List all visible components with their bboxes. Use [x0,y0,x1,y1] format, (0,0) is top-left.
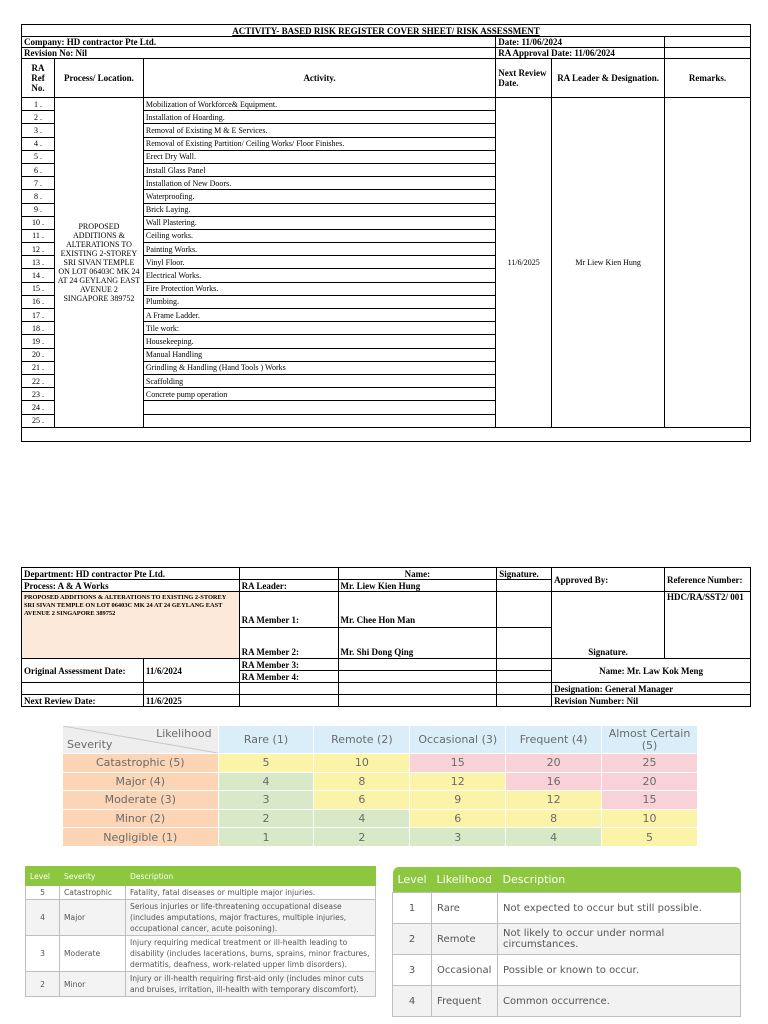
severity-row-label: Negligible (1) [63,828,219,847]
likelihood-column-header: Almost Certain (5) [602,726,698,754]
severity-row [26,972,376,997]
activity-name: Mobilization of Workforce& Equipment. [143,98,495,111]
ra-ref-number: 3 . [22,124,55,137]
severity-level: 4 [26,900,60,936]
risk-score-cell: 20 [602,772,698,791]
severity-level: 3 [26,936,60,972]
activity-name: Installation of Hoarding. [143,111,495,124]
ra-ref-number: 10 . [22,216,55,229]
severity-level: 5 [26,886,60,900]
severity-description: Serious injuries or life-threatening occupational disease (includes amputations, major fractures, multiple injuries, occupational cancer, acute poisoning). [126,900,376,936]
risk-score-cell: 15 [602,791,698,810]
ra-ref-number: 21 . [22,361,55,374]
severity-description: Injury requiring medical treatment or ill-health leading to disability (includes lacerations, burns, sprains, minor fractures, dermatitis, deafness, work-related upper limb disorders). [126,936,376,972]
header-activity: Activity. [143,59,495,98]
ra-ref-number: 6 . [22,163,55,176]
ra-ref-number: 2 . [22,111,55,124]
ra-ref-number: 11 . [22,229,55,242]
ra-member-2-label: RA Member 2: [239,628,338,659]
risk-score-cell: 25 [602,754,698,773]
matrix-row [63,754,698,773]
ra-member-2-name: Mr. Shi Dong Qing [338,628,497,659]
severity-description-table [25,866,376,997]
revision-number-footer: Revision Number: Nil [552,695,751,707]
severity-row-label: Moderate (3) [63,791,219,810]
likelihood-name: Occasional [432,955,498,986]
risk-score-cell: 12 [506,791,602,810]
activity-name: Scaffolding [143,374,495,387]
likelihood-row [393,986,741,1017]
activity-name: Housekeeping. [143,335,495,348]
likelihood-level: 2 [393,924,432,955]
ra-ref-number: 25 . [22,414,55,427]
approver-signature-label: Signature. [552,592,665,659]
severity-table-header: Description [126,867,376,886]
risk-score-cell: 1 [218,828,314,847]
severity-level: 2 [26,972,60,997]
risk-score-cell: 3 [410,828,506,847]
activity-name: Electrical Works. [143,269,495,282]
risk-score-cell: 10 [314,754,410,773]
risk-score-cell: 4 [314,809,410,828]
likelihood-row [393,924,741,955]
likelihood-column-header: Remote (2) [314,726,410,754]
ra-leader: Mr Liew Kien Hung [552,98,665,428]
likelihood-table-header: Description [498,867,741,893]
likelihood-table-header: Likelihood [432,867,498,893]
activity-name: Grindling & Handling (Hand Tools ) Works [143,361,495,374]
activity-name [143,414,495,427]
header-ra-leader: RA Leader & Designation. [552,59,665,98]
ra-ref-number: 23 . [22,388,55,401]
activity-name: Installation of New Doors. [143,177,495,190]
reference-label: Reference Number: [665,568,751,592]
ra-member-3-label: RA Member 3: [239,659,338,671]
severity-row-label: Minor (2) [63,809,219,828]
risk-score-cell: 4 [506,828,602,847]
severity-row-label: Catastrophic (5) [63,754,219,773]
ra-ref-number: 13 . [22,256,55,269]
activity-name: Manual Handling [143,348,495,361]
likelihood-level: 3 [393,955,432,986]
ra-ref-number: 24 . [22,401,55,414]
original-date: 11/6/2024 [143,659,239,683]
activity-name: Install Glass Panel [143,163,495,176]
severity-row [26,886,376,900]
ra-ref-number: 5 . [22,150,55,163]
activity-name: Tile work: [143,322,495,335]
ra-leader-name: Mr. Liew Kien Hung [338,580,497,592]
risk-matrix [62,725,698,847]
ra-ref-number: 12 . [22,243,55,256]
activity-name: A Frame Ladder. [143,309,495,322]
severity-description: Fatality, fatal diseases or multiple major injuries. [126,886,376,900]
risk-score-cell: 8 [314,772,410,791]
risk-score-cell: 16 [506,772,602,791]
risk-score-cell: 2 [218,809,314,828]
ra-member-1-label: RA Member 1: [239,592,338,628]
severity-table-header: Level [26,867,60,886]
activity-name: Removal of Existing M & E Services. [143,124,495,137]
ra-ref-number: 16 . [22,295,55,308]
likelihood-table-header: Level [393,867,432,893]
risk-score-cell: 6 [410,809,506,828]
next-review-label: Next Review Date: [22,695,144,707]
activity-name: Erect Dry Wall. [143,150,495,163]
likelihood-column-header: Rare (1) [218,726,314,754]
ra-ref-number: 14 . [22,269,55,282]
severity-name: Moderate [60,936,126,972]
severity-row [26,900,376,936]
likelihood-row [393,955,741,986]
next-review-date: 11/6/2025 [143,695,239,707]
likelihood-description: Common occurrence. [498,986,741,1017]
header-location: Process/ Location. [54,59,143,98]
likelihood-description: Not likely to occur under normal circumstances. [498,924,741,955]
matrix-row [63,772,698,791]
severity-name: Minor [60,972,126,997]
risk-score-cell: 5 [218,754,314,773]
severity-row-label: Major (4) [63,772,219,791]
cover-date: Date: 11/06/2024 [496,37,665,48]
ra-ref-number: 4 . [22,137,55,150]
ra-ref-number: 20 . [22,348,55,361]
activity-name [143,401,495,414]
risk-score-cell: 3 [218,791,314,810]
severity-row [26,936,376,972]
next-review-date: 11/6/2025 [496,98,552,428]
remarks [665,98,751,428]
severity-table-header: Severity [60,867,126,886]
risk-score-cell: 4 [218,772,314,791]
process: Process: A & A Works [22,580,240,592]
department: Department: HD contractor Pte Ltd. [22,568,240,580]
likelihood-level: 4 [393,986,432,1017]
likelihood-name: Rare [432,893,498,924]
activity-name: Fire Protection Works. [143,282,495,295]
likelihood-row [393,893,741,924]
ra-leader-label: RA Leader: [239,580,338,592]
header-next-review: Next Review Date. [496,59,552,98]
risk-score-cell: 12 [410,772,506,791]
matrix-row [63,809,698,828]
activity-name: Wall Plastering. [143,216,495,229]
severity-name: Major [60,900,126,936]
process-location: PROPOSED ADDITIONS & ALTERATIONS TO EXISTING 2-STOREY SRI SIVAN TEMPLE ON LOT 06403C MK 24 AT 24 GEYLANG EAST AVENUE 2 SINGAPORE 389752 [54,98,143,428]
project-description: PROPOSED ADDITIONS & ALTERATIONS TO EXISTING 2-STOREY SRI SIVAN TEMPLE ON LOT 06403C MK 24 AT 24 GEYLANG EAST AVENUE 2 SINGAPORE 389752 [22,592,240,659]
activity-name: Waterproofing. [143,190,495,203]
ra-member-4-label: RA Member 4: [239,671,338,683]
approver-name: Name: Mr. Law Kok Meng [552,659,751,683]
ra-ref-number: 17 . [22,309,55,322]
company-name: Company: HD contractor Pte Ltd. [22,37,496,48]
risk-score-cell: 20 [506,754,602,773]
severity-name: Catastrophic [60,886,126,900]
approver-designation: Designation: General Manager [552,683,751,695]
ra-ref-number: 1 . [22,98,55,111]
name-label: Name: [338,568,497,580]
risk-register-cover-table [21,24,751,442]
severity-description: Injury or ill-health requiring first-aid only (includes minor cuts and bruises, irritation, ill-health with temporary discomfort). [126,972,376,997]
matrix-corner [63,726,219,754]
cover-title: ACTIVITY- BASED RISK REGISTER COVER SHEET/ RISK ASSESSMENT [22,25,751,37]
original-date-label: Original Assessment Date: [22,659,144,683]
likelihood-name: Frequent [432,986,498,1017]
severity-axis-label: Severity [67,738,113,751]
approval-table [21,567,751,707]
risk-score-cell: 8 [506,809,602,828]
likelihood-axis-label: Likelihood [156,727,212,740]
ra-approval-date: RA Approval Date: 11/06/2024 [496,48,665,59]
ra-ref-number: 19 . [22,335,55,348]
approved-by-label: Approved By: [552,568,665,592]
risk-score-cell: 10 [602,809,698,828]
ra-member-1-name: Mr. Chee Hon Man [338,592,497,628]
reference-number: HDC/RA/SST2/ 001 [665,592,751,659]
matrix-row [63,791,698,810]
header-ra-ref: RA Ref No. [22,59,55,98]
matrix-row [63,828,698,847]
risk-score-cell: 15 [410,754,506,773]
activity-name: Concrete pump operation [143,388,495,401]
activity-row [22,98,751,111]
revision-number: Revision No: Nil [22,48,496,59]
likelihood-column-header: Frequent (4) [506,726,602,754]
risk-score-cell: 5 [602,828,698,847]
signature-label: Signature. [497,568,552,580]
ra-ref-number: 8 . [22,190,55,203]
likelihood-description-table [392,867,741,1017]
activity-name: Painting Works. [143,243,495,256]
likelihood-description: Not expected to occur but still possible. [498,893,741,924]
likelihood-name: Remote [432,924,498,955]
ra-ref-number: 18 . [22,322,55,335]
ra-ref-number: 22 . [22,374,55,387]
ra-ref-number: 9 . [22,203,55,216]
likelihood-description: Possible or known to occur. [498,955,741,986]
likelihood-level: 1 [393,893,432,924]
risk-score-cell: 6 [314,791,410,810]
activity-name: Plumbing. [143,295,495,308]
activity-name: Brick Laying. [143,203,495,216]
activity-name: Ceiling works. [143,229,495,242]
header-remarks: Remarks. [665,59,751,98]
ra-ref-number: 7 . [22,177,55,190]
risk-score-cell: 2 [314,828,410,847]
likelihood-column-header: Occasional (3) [410,726,506,754]
activity-name: Removal of Existing Partition/ Ceiling Works/ Floor Finishes. [143,137,495,150]
activity-name: Vinyl Floor. [143,256,495,269]
ra-ref-number: 15 . [22,282,55,295]
risk-score-cell: 9 [410,791,506,810]
